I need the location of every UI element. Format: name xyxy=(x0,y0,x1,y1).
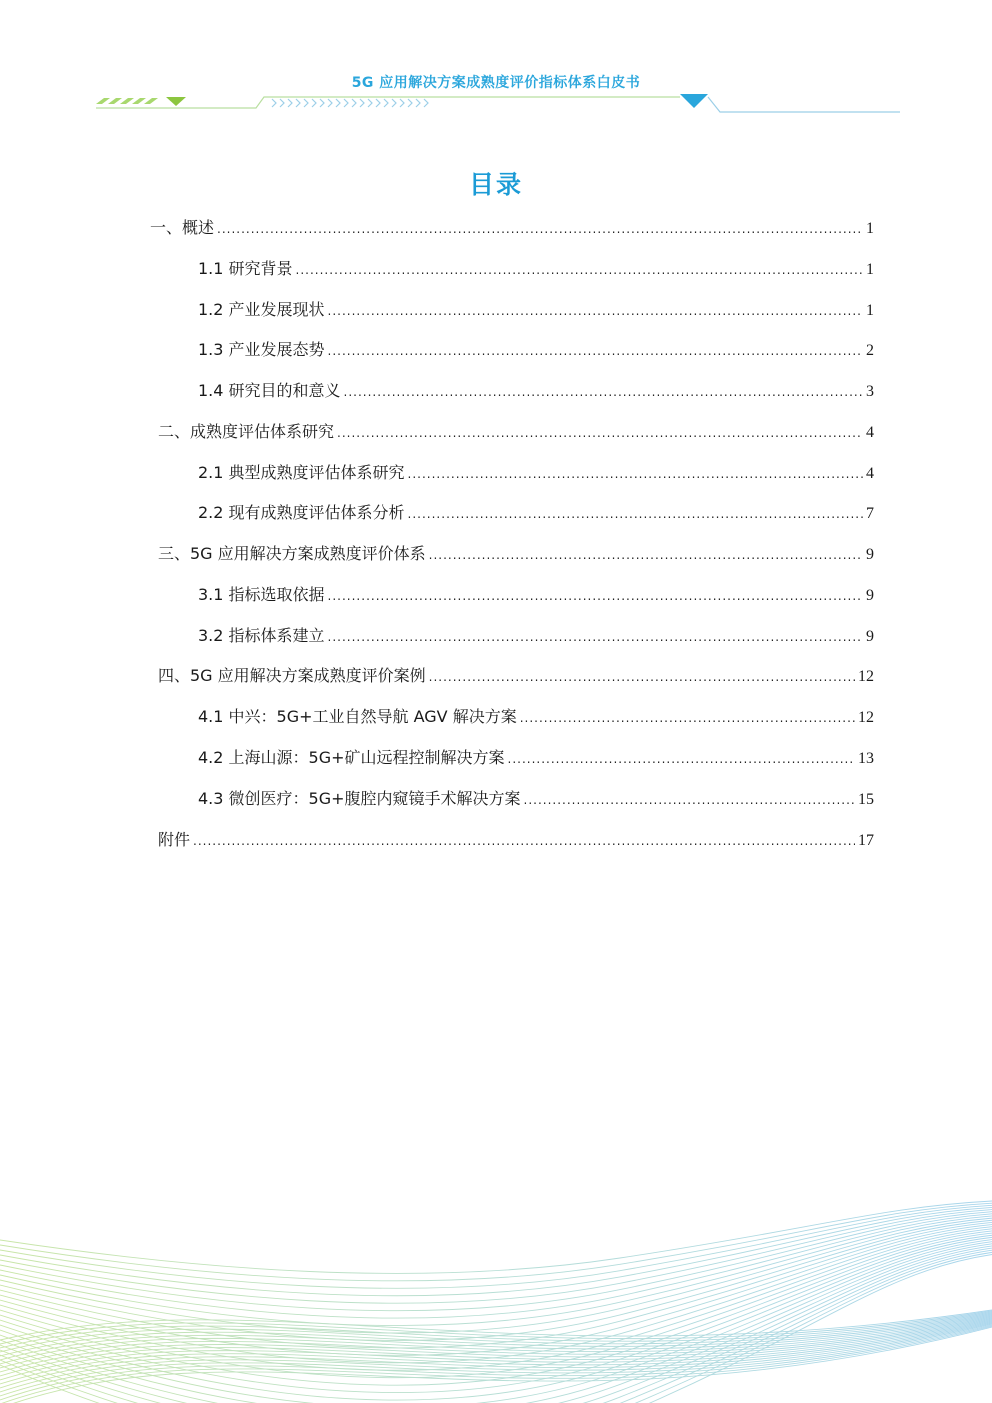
toc-leader-dots xyxy=(344,382,863,402)
toc-leader-dots xyxy=(296,260,863,280)
toc-entry-label: 1.4 研究目的和意义 xyxy=(198,381,341,400)
toc-entry[interactable] xyxy=(158,544,874,566)
toc-entry[interactable] xyxy=(150,218,874,240)
toc-entry[interactable] xyxy=(158,422,874,444)
toc-title: 目录 xyxy=(468,170,523,199)
toc-entry-page: 13 xyxy=(858,750,874,767)
toc-entry-page: 15 xyxy=(858,791,874,808)
toc-entry[interactable] xyxy=(198,789,874,811)
toc-entry-page: 2 xyxy=(866,342,874,359)
toc-entry-page: 4 xyxy=(866,424,874,441)
toc-entry-label: 四、5G 应用解决方案成熟度评价案例 xyxy=(158,666,426,685)
toc-entry[interactable] xyxy=(158,830,874,852)
toc-leader-dots xyxy=(328,586,863,606)
footer-wave-decoration xyxy=(0,1200,992,1403)
toc-leader-dots xyxy=(508,749,855,769)
wave-line xyxy=(0,1218,992,1333)
toc-entry-label: 二、成熟度评估体系研究 xyxy=(158,422,335,441)
toc-entry-page: 12 xyxy=(858,668,874,685)
toc-entry-label: 3.2 指标体系建立 xyxy=(198,626,325,645)
toc-leader-dots xyxy=(337,423,863,443)
toc-entry[interactable] xyxy=(198,300,874,322)
toc-leader-dots xyxy=(429,545,863,565)
toc-leader-dots xyxy=(193,831,855,851)
toc-entry-label: 2.2 现有成熟度评估体系分析 xyxy=(198,503,405,522)
toc-entry-label: 1.3 产业发展态势 xyxy=(198,340,325,359)
toc-entry-label: 2.1 典型成熟度评估体系研究 xyxy=(198,463,405,482)
toc-leader-dots xyxy=(520,708,855,728)
toc-entry-page: 9 xyxy=(866,546,874,563)
toc-entry-page: 17 xyxy=(858,832,874,849)
toc-leader-dots xyxy=(217,219,863,239)
wave-line xyxy=(0,1233,992,1385)
toc-entry-page: 7 xyxy=(866,505,874,522)
toc-entry-page: 1 xyxy=(866,220,874,237)
toc-entry[interactable] xyxy=(198,626,874,648)
toc-entry-label: 4.2 上海山源：5G+矿山远程控制解决方案 xyxy=(198,748,505,767)
toc-entry-page: 1 xyxy=(866,302,874,319)
toc-entry-page: 9 xyxy=(866,587,874,604)
toc-entry-label: 一、概述 xyxy=(150,218,215,237)
wave-line xyxy=(0,1220,992,1340)
header-decoration xyxy=(0,0,992,130)
toc-entry-label: 4.1 中兴：5G+工业自然导航 AGV 解决方案 xyxy=(198,707,517,726)
toc-leader-dots xyxy=(408,464,863,484)
toc-entry-page: 12 xyxy=(858,709,874,726)
toc-entry-page: 4 xyxy=(866,465,874,482)
toc-entry-label: 三、5G 应用解决方案成熟度评价体系 xyxy=(158,544,426,563)
toc-entry[interactable] xyxy=(198,381,874,403)
toc-entry-label: 1.2 产业发展现状 xyxy=(198,300,325,319)
toc-leader-dots xyxy=(524,790,855,810)
toc-leader-dots xyxy=(328,301,863,321)
toc-entry-label: 附件 xyxy=(158,830,191,849)
toc-entry-label: 4.3 微创医疗：5G+腹腔内窥镜手术解决方案 xyxy=(198,789,521,808)
toc-entry-label: 3.1 指标选取依据 xyxy=(198,585,325,604)
toc-leader-dots xyxy=(328,341,863,361)
toc-entry[interactable] xyxy=(198,748,874,770)
toc-leader-dots xyxy=(429,667,855,687)
toc-entry[interactable] xyxy=(198,463,874,485)
toc-entry[interactable] xyxy=(158,666,874,688)
toc-entry-page: 3 xyxy=(866,383,874,400)
toc-entry-label: 1.1 研究背景 xyxy=(198,259,293,278)
toc-entry[interactable] xyxy=(198,340,874,362)
header-title: 5G 应用解决方案成熟度评价指标体系白皮书 xyxy=(351,75,641,91)
toc-entry[interactable] xyxy=(198,503,874,525)
toc-leader-dots xyxy=(328,627,863,647)
toc-leader-dots xyxy=(408,504,863,524)
toc-entry[interactable] xyxy=(198,259,874,281)
page-header xyxy=(0,0,992,130)
toc-entry-page: 9 xyxy=(866,628,874,645)
toc-entry[interactable] xyxy=(198,707,874,729)
toc-entry-page: 1 xyxy=(866,261,874,278)
toc-entry[interactable] xyxy=(198,585,874,607)
